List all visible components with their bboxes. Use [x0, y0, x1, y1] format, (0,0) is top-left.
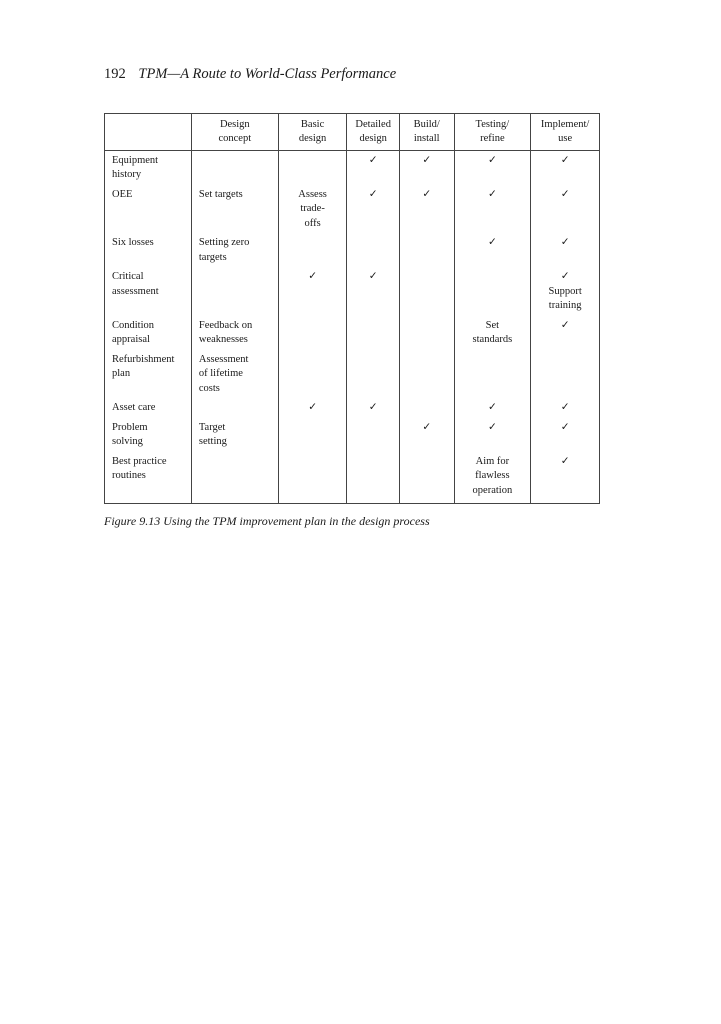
table-cell — [399, 319, 454, 353]
page-header — [104, 66, 396, 83]
row-label: Problem solving — [105, 421, 192, 455]
table-cell — [399, 270, 454, 318]
table-row — [105, 319, 600, 353]
table-row — [105, 455, 600, 504]
table-cell — [191, 270, 278, 318]
row-label: Asset care — [105, 401, 192, 420]
table-cell: ✓ — [531, 455, 600, 504]
table-cell — [191, 401, 278, 420]
table-cell — [191, 455, 278, 504]
table-cell — [278, 236, 347, 270]
table-row — [105, 236, 600, 270]
table-cell: ✓ — [347, 151, 400, 188]
table-cell — [347, 455, 400, 504]
page-number: 192 — [104, 66, 126, 82]
table-cell — [191, 151, 278, 188]
table-cell: ✓ — [278, 270, 347, 318]
table-cell: ✓ — [454, 421, 531, 455]
table-row — [105, 270, 600, 318]
table-cell: ✓ — [531, 421, 600, 455]
table-row — [105, 401, 600, 420]
table-cell — [347, 353, 400, 401]
table-cell: ✓ — [347, 188, 400, 236]
table-cell — [347, 236, 400, 270]
column-header: Basic design — [278, 114, 347, 151]
table-header-row — [105, 114, 600, 151]
table-cell — [399, 401, 454, 420]
table-cell: ✓ — [454, 188, 531, 236]
row-label: Equipment history — [105, 151, 192, 188]
column-header: Testing/ refine — [454, 114, 531, 151]
table-cell: ✓ — [531, 188, 600, 236]
table-row — [105, 188, 600, 236]
table-cell — [399, 353, 454, 401]
table-body — [105, 151, 600, 504]
column-header: Design concept — [191, 114, 278, 151]
table-cell — [454, 270, 531, 318]
running-title: TPM—A Route to World-Class Performance — [138, 66, 397, 82]
table-cell: ✓ — [399, 151, 454, 188]
table-cell: ✓ — [347, 270, 400, 318]
table-cell: Aim for flawless operation — [454, 455, 531, 504]
table-cell: ✓ — [278, 401, 347, 420]
table-cell — [278, 319, 347, 353]
column-header: Implement/ use — [531, 114, 600, 151]
table-cell — [399, 455, 454, 504]
table-cell: ✓ — [531, 401, 600, 420]
table-cell: Assessment of lifetime costs — [191, 353, 278, 401]
table-cell — [347, 421, 400, 455]
table-row — [105, 353, 600, 401]
table-cell: ✓ — [531, 236, 600, 270]
row-label: Six losses — [105, 236, 192, 270]
tpm-design-process-table — [104, 113, 600, 504]
table-cell: ✓ — [454, 151, 531, 188]
column-header: Detailed design — [347, 114, 400, 151]
row-label: Critical assessment — [105, 270, 192, 318]
table-cell: Setting zero targets — [191, 236, 278, 270]
table-cell — [399, 236, 454, 270]
table-cell: ✓ — [399, 188, 454, 236]
table-cell: ✓ — [531, 151, 600, 188]
table-cell: ✓ — [399, 421, 454, 455]
table-cell: ✓ — [347, 401, 400, 420]
row-label: Refurbishment plan — [105, 353, 192, 401]
row-label: Condition appraisal — [105, 319, 192, 353]
table-cell: ✓ — [454, 401, 531, 420]
table-cell: Target setting — [191, 421, 278, 455]
table-cell: Assess trade- offs — [278, 188, 347, 236]
table-cell: Feedback on weaknesses — [191, 319, 278, 353]
table-cell — [278, 353, 347, 401]
table-cell: Set targets — [191, 188, 278, 236]
column-header: Build/ install — [399, 114, 454, 151]
table-cell: ✓ — [531, 319, 600, 353]
table-cell — [531, 353, 600, 401]
table-cell — [454, 353, 531, 401]
column-header — [105, 114, 192, 151]
table-cell: ✓ — [454, 236, 531, 270]
row-label: Best practice routines — [105, 455, 192, 504]
table-cell: ✓ Support training — [531, 270, 600, 318]
table-row — [105, 421, 600, 455]
table-cell: Set standards — [454, 319, 531, 353]
table-row — [105, 151, 600, 188]
row-label: OEE — [105, 188, 192, 236]
table-cell — [278, 421, 347, 455]
table-cell — [347, 319, 400, 353]
figure-caption: Figure 9.13 Using the TPM improvement plan in the design process — [104, 514, 430, 528]
table-cell — [278, 455, 347, 504]
table-cell — [278, 151, 347, 188]
